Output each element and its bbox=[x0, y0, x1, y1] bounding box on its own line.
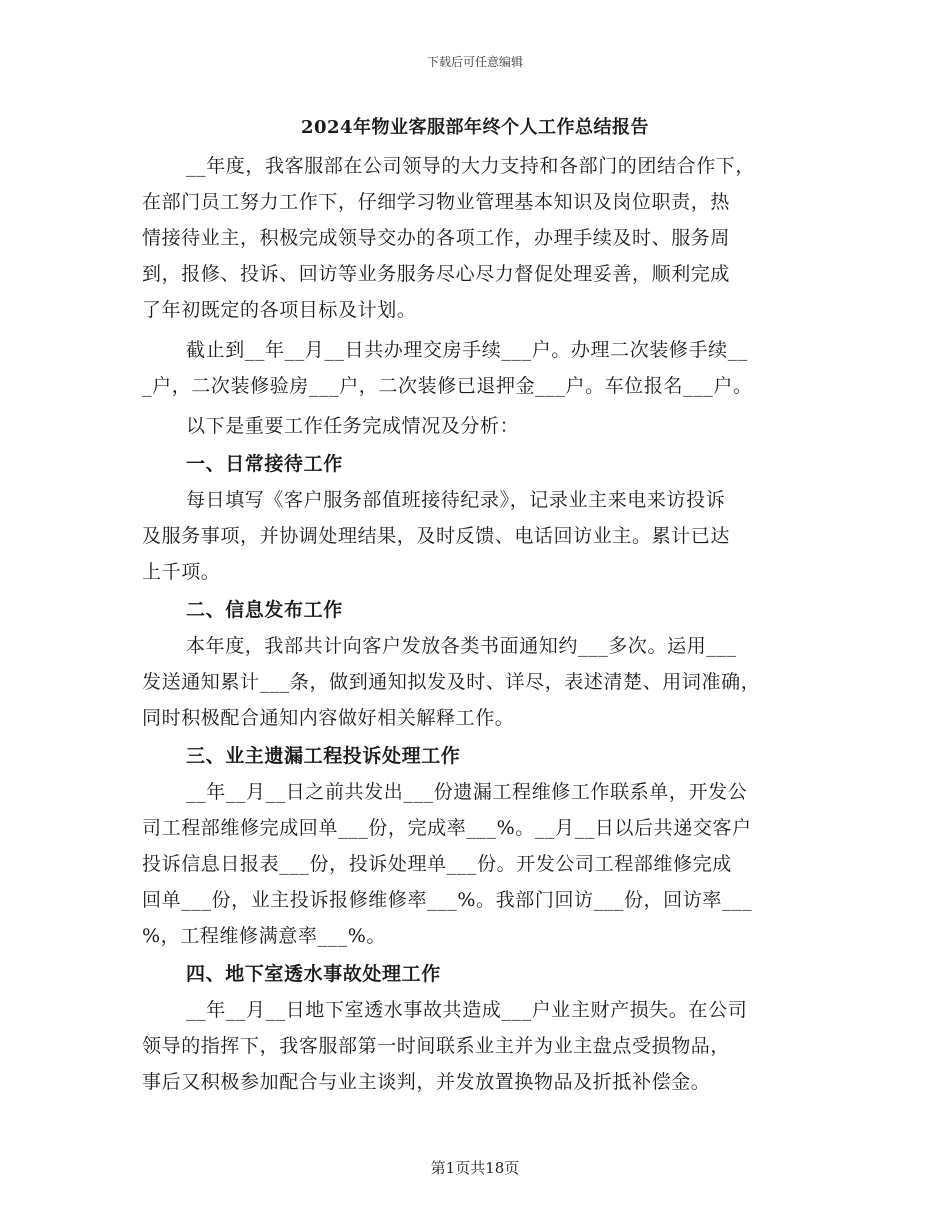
paragraph-line: _户，二次装修验房___户，二次装修已退押金___户。车位报名___户。 bbox=[142, 375, 753, 397]
page-footer: 第1页共18页 bbox=[430, 1159, 520, 1177]
section-heading: 二、信息发布工作 bbox=[186, 599, 343, 621]
document-title: 2024年物业客服部年终个人工作总结报告 bbox=[300, 117, 650, 138]
paragraph-line: 了年初既定的各项目标及计划。 bbox=[142, 299, 417, 321]
paragraph-line: 截止到__年__月__日共办理交房手续___户。办理二次装修手续__ bbox=[186, 339, 748, 361]
paragraph-line: 以下是重要工作任务完成情况及分析： bbox=[186, 415, 520, 437]
paragraph-line: 在部门员工努力工作下，仔细学习物业管理基本知识及岗位职责，热 bbox=[142, 191, 731, 213]
paragraph-line: 情接待业主，积极完成领导交办的各项工作，办理手续及时、服务周 bbox=[142, 227, 731, 249]
paragraph-line: 到，报修、投诉、回访等业务服务尽心尽力督促处理妥善，顺利完成 bbox=[142, 263, 731, 285]
paragraph-line: 发送通知累计___条，做到通知拟发及时、详尽，表述清楚、用词准确， bbox=[142, 671, 761, 693]
paragraph-line: 司工程部维修完成回单___份，完成率___%。__月__日以后共递交客户 bbox=[142, 817, 752, 839]
section-heading: 一、日常接待工作 bbox=[186, 453, 343, 475]
section-heading: 四、地下室透水事故处理工作 bbox=[186, 963, 441, 985]
paragraph-line: __年__月__日之前共发出___份遗漏工程维修工作联系单，开发公 bbox=[186, 781, 748, 803]
paragraph-line: 回单___份，业主投诉报修维修率___%。我部门回访___份，回访率___ bbox=[142, 889, 753, 911]
paragraph-line: 及服务事项，并协调处理结果，及时反馈、电话回访业主。累计已达 bbox=[142, 525, 731, 547]
paragraph-line: 每日填写《客户服务部值班接待纪录》，记录业主来电来访投诉 bbox=[186, 489, 726, 511]
paragraph-line: 领导的指挥下，我客服部第一时间联系业主并为业主盘点受损物品， bbox=[142, 1035, 731, 1057]
paragraph-line: 事后又积极参加配合与业主谈判，并发放置换物品及折抵补偿金。 bbox=[142, 1071, 711, 1093]
paragraph-line: %，工程维修满意率___%。 bbox=[142, 925, 387, 947]
paragraph-line: 投诉信息日报表___份，投诉处理单___份。开发公司工程部维修完成 bbox=[142, 853, 732, 875]
paragraph-line: __年__月__日地下室透水事故共造成___户业主财产损失。在公司 bbox=[186, 999, 748, 1021]
paragraph-line: 同时积极配合通知内容做好相关解释工作。 bbox=[142, 707, 515, 729]
paragraph-line: __年度，我客服部在公司领导的大力支持和各部门的团结合作下， bbox=[186, 155, 756, 177]
section-heading: 三、业主遗漏工程投诉处理工作 bbox=[186, 745, 461, 767]
document-body bbox=[142, 148, 812, 1100]
paragraph-line: 上千项。 bbox=[142, 561, 221, 583]
paragraph-line: 本年度，我部共计向客户发放各类书面通知约___多次。运用___ bbox=[186, 635, 737, 657]
header-note: 下载后可任意编辑 bbox=[426, 55, 523, 69]
